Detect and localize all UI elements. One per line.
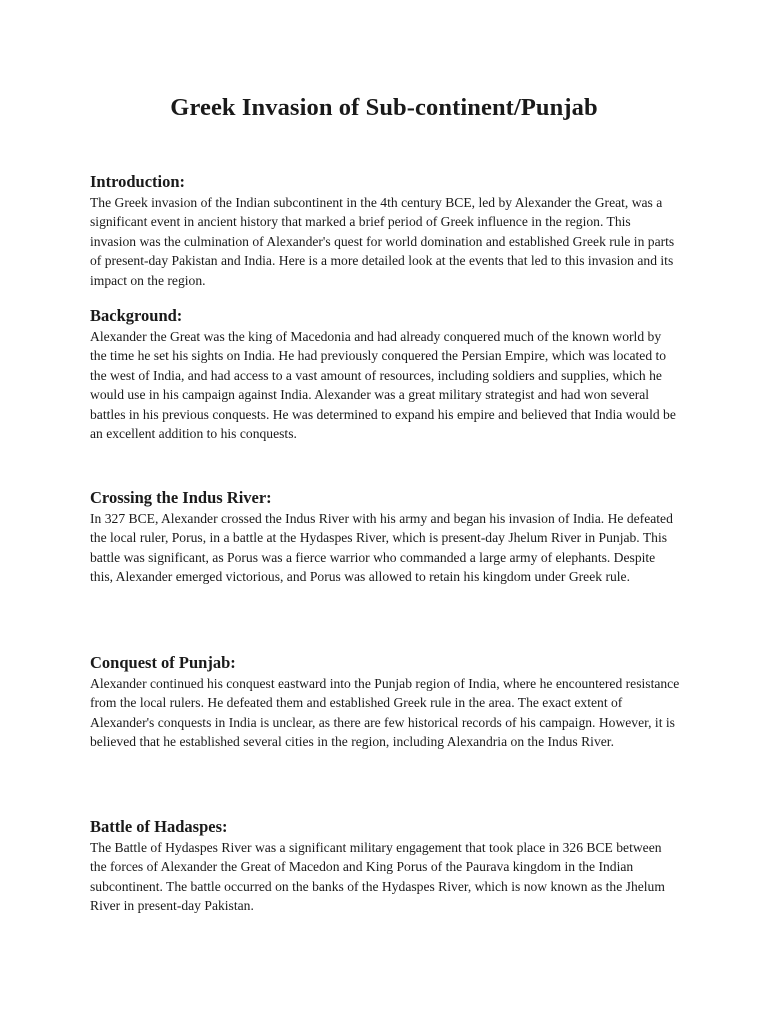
section-body: Alexander the Great was the king of Macedonia and had already conquered much of the known world by the time he set his sights on India. He had previously conquered the Persian Empire, which was located to the west of India, and had access to a vast amount of resources, including soldiers and supplies, which he would use in his campaign against India. Alexander was a great military strategist and had won several battles in his previous conquests. He was determined to expand his empire and believed that India would be an excellent addition to his conquests. <box>90 329 676 442</box>
section-heading: Introduction: <box>90 172 186 191</box>
section-crossing-indus <box>90 487 680 587</box>
section-heading: Background: <box>90 306 183 325</box>
section-introduction <box>90 171 680 290</box>
section-heading: Battle of Hadaspes: <box>90 817 228 836</box>
page-title: Greek Invasion of Sub-continent/Punjab <box>170 94 598 121</box>
section-body: Alexander continued his conquest eastward into the Punjab region of India, where he encountered resistance from the local rulers. He defeated them and established Greek rule in the area. The exact extent of Alexander's conquests in India is unclear, as there are few historical records of his campaign. However, it is believed that he established several cities in the region, including Alexandria on the Indus River. <box>90 676 680 750</box>
section-body: The Battle of Hydaspes River was a significant military engagement that took place in 326 BCE between the forces of Alexander the Great of Macedon and King Porus of the Paurava kingdom in the Indian subcontinent. The battle occurred on the banks of the Hydaspes River, which is now known as the Jhelum River in present-day Pakistan. <box>90 840 665 914</box>
section-conquest-punjab <box>90 652 680 752</box>
section-battle-hadaspes <box>90 816 680 916</box>
section-body: In 327 BCE, Alexander crossed the Indus River with his army and began his invasion of India. He defeated the local ruler, Porus, in a battle at the Hydaspes River, which is present-day Jhelum River in Punjab. This battle was significant, as Porus was a fierce warrior who commanded a large army of elephants. Despite this, Alexander emerged victorious, and Porus was allowed to retain his kingdom under Greek rule. <box>90 511 673 585</box>
section-heading: Crossing the Indus River: <box>90 488 272 507</box>
section-heading: Conquest of Punjab: <box>90 653 236 672</box>
section-background <box>90 305 680 443</box>
section-body: The Greek invasion of the Indian subcontinent in the 4th century BCE, led by Alexander the Great, was a significant event in ancient history that marked a brief period of Greek influence in the region. This invasion was the culmination of Alexander's quest for world domination and established Greek rule in parts of present-day Pakistan and India. Here is a more detailed look at the events that led to this invasion and its impact on the region. <box>90 195 675 288</box>
